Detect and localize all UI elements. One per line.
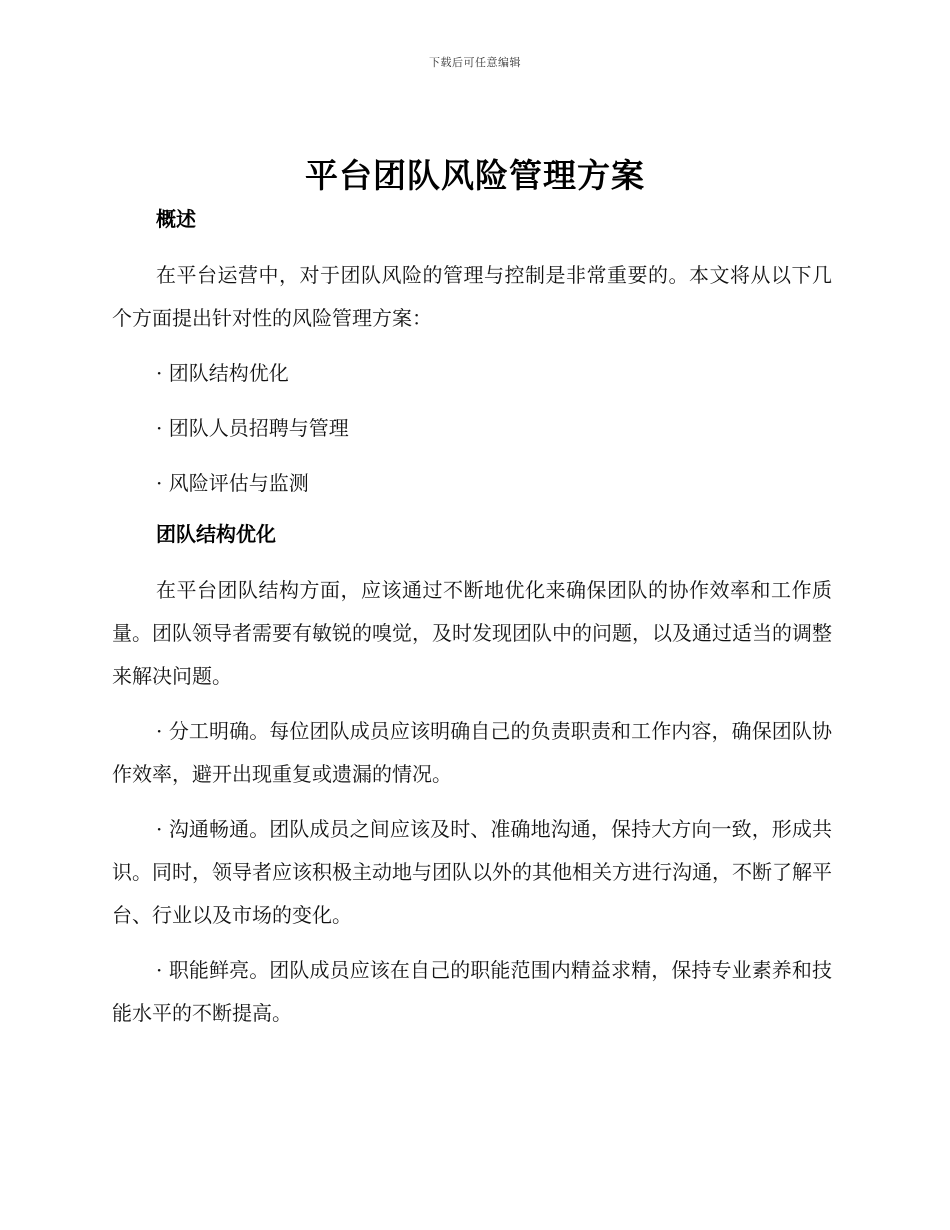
overview-bullet: · 风险评估与监测 [156,471,309,495]
section-heading-overview: 概述 [156,207,196,231]
document-title: 平台团队风险管理方案 [305,156,645,195]
document-body [112,202,832,1035]
structure-bullet: · 分工明确。每位团队成员应该明确自己的负责职责和工作内容，确保团队协作效率，避开出现重复或遗漏的情况。 [112,719,832,786]
overview-paragraph: 在平台运营中，对于团队风险的管理与控制是非常重要的。本文将从以下几个方面提出针对性的风险管理方案： [112,263,832,330]
section-heading-structure: 团队结构优化 [156,522,276,546]
header-note: 下载后可任意编辑 [429,56,521,69]
structure-paragraph: 在平台团队结构方面，应该通过不断地优化来确保团队的协作效率和工作质量。团队领导者需要有敏锐的嗅觉，及时发现团队中的问题，以及通过适当的调整来解决问题。 [112,578,832,688]
structure-bullet: · 沟通畅通。团队成员之间应该及时、准确地沟通，保持大方向一致，形成共识。同时，领导者应该积极主动地与团队以外的其他相关方进行沟通，不断了解平台、行业以及市场的变化。 [112,817,832,927]
structure-bullet: · 职能鲜亮。团队成员应该在自己的职能范围内精益求精，保持专业素养和技能水平的不断提高。 [112,958,832,1025]
overview-bullet: · 团队结构优化 [156,361,289,385]
overview-bullet: · 团队人员招聘与管理 [156,416,349,440]
